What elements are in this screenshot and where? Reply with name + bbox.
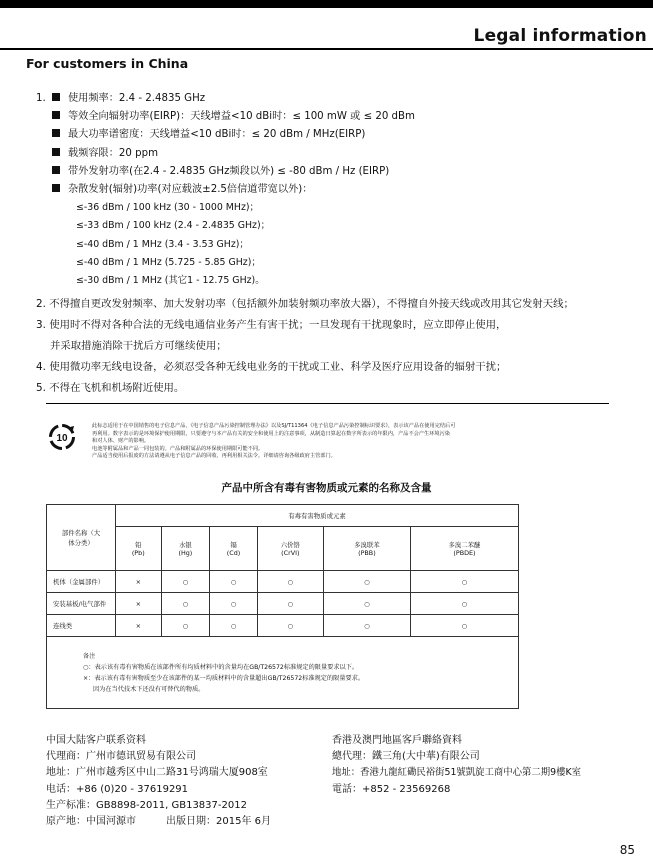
notice-line: 电池等附属品和产品一同包装的。产品和附属品的环保使用期限可能不同。 <box>92 445 264 452</box>
square-bullet-icon <box>52 93 60 101</box>
table-row: 机体（金属部件） × ○ ○ ○ ○ ○ <box>47 571 519 593</box>
substance-group-header: 有毒有害物质或元素 <box>116 505 519 527</box>
contact-line: 總代理：鐵三角(大中華)有限公司 <box>332 751 480 763</box>
contact-line: 生产标准：GB8898-2011, GB13837-2012 <box>46 799 247 811</box>
usage-rules <box>36 294 651 399</box>
page-title: Legal information <box>473 26 647 46</box>
square-bullet-icon <box>52 184 60 192</box>
contact-line: 电话：+86 (0)20 - 37619291 <box>46 783 189 795</box>
contact-line: 香港及澳門地區客戶聯絡資料 <box>332 735 462 746</box>
part-header: 部件名称（大体分类） <box>47 505 116 571</box>
square-bullet-icon <box>52 111 60 119</box>
column-header: 镉 (Cd) <box>210 527 258 571</box>
spec-line: 1. 使用频率：2.4 - 2.4835 GHz <box>36 90 651 108</box>
radio-specs <box>36 90 651 290</box>
spec-line: 最大功率谱密度：天线增益<10 dBi时：≤ 20 dBm / MHz(EIRP) <box>36 126 651 144</box>
rule-line: 2. 不得擅自更改发射频率、加大发射功率（包括额外加装射频功率放大器），不得擅自外接天线或改用其它发射天线； <box>36 298 574 310</box>
spec-line: 杂散发射(辐射)功率(对应载波±2.5倍信道带宽以外)： <box>36 181 651 199</box>
table-notes-row <box>47 637 519 709</box>
notice-line: 此标志适用于在中国销售的电子信息产品，《电子信息产品污染控制管理办法》以及SJ/T11364《电子信息产品污染控制标识要求》，表示该产品在使用完结后可 <box>92 423 456 429</box>
table-row: 安装基板/电气部件 × ○ ○ ○ ○ ○ <box>47 593 519 615</box>
spurious-limit-line: ≤-33 dBm / 100 kHz (2.4 - 2.4835 GHz)； <box>76 220 270 232</box>
contact-line: 地址：广州市越秀区中山二路31号鸿瑞大厦908室 <box>46 767 268 779</box>
efup-notice <box>92 423 562 461</box>
spurious-limit-line: ≤-40 dBm / 1 MHz (3.4 - 3.53 GHz)； <box>76 238 249 250</box>
top-bar <box>0 0 653 8</box>
spurious-limit-line: ≤-30 dBm / 1 MHz (其它1 - 12.75 GHz)。 <box>76 275 265 287</box>
header-divider <box>0 48 653 50</box>
hk-macau-contact-block <box>332 733 581 798</box>
page-number: 85 <box>619 843 635 857</box>
column-header: 多溴二苯醚 (PBDE) <box>410 527 518 571</box>
contact-line: 原产地：中国河源市 出版日期：2015年 6月 <box>46 816 271 828</box>
column-header: 多溴联苯 (PBB) <box>323 527 410 571</box>
section-title: For customers in China <box>26 56 189 71</box>
column-header: 六价铬 (CrVI) <box>257 527 323 571</box>
notice-line: 产品适当使用后报废的方法请遵从电子信息产品的回收、再利用相关法令。详细请咨询各级政府主管部门。 <box>92 453 336 460</box>
efup-10-badge-icon <box>48 423 76 451</box>
contact-line: 中国大陆客户联系资料 <box>46 735 146 746</box>
spurious-limit-line: ≤-40 dBm / 1 MHz (5.725 - 5.85 GHz)； <box>76 256 261 268</box>
badge-number: 10 <box>56 433 68 444</box>
square-bullet-icon <box>52 166 60 174</box>
mainland-contact-block <box>46 733 271 830</box>
contact-line: 地址：香港九龍紅磡民裕街51號凱旋工商中心第二期9樓K室 <box>332 767 582 779</box>
rule-line: 5. 不得在飞机和机场附近使用。 <box>36 382 185 394</box>
rule-line: 3. 使用时不得对各种合法的无线电通信业务产生有害干扰；一旦发现有干扰现象时，应立即停止使用， <box>36 319 507 331</box>
notice-line: 和对人体、财产的影响。 <box>92 438 150 445</box>
notice-line: 再利用。数字表示的是环境保护使用期限，只要遵守与本产品有关的安全和使用上的注意事项，从制造日算起在数字所表示的年限内，产品不会产生环境污染 <box>92 430 450 437</box>
rule-line: 并采取措施消除干扰后方可继续使用； <box>50 340 227 352</box>
column-header: 水银 (Hg) <box>161 527 210 571</box>
spec-line: 载频容限：20 ppm <box>36 145 651 163</box>
table-row: 连线类 × ○ ○ ○ ○ ○ <box>47 615 519 637</box>
spurious-limit-line: ≤-36 dBm / 100 kHz (30 - 1000 MHz)； <box>76 202 259 214</box>
item-number: 1. <box>36 93 46 104</box>
spec-line: 带外发射功率(在2.4 - 2.4835 GHz频段以外) ≤ -80 dBm / Hz (EIRP) <box>36 163 651 181</box>
spec-line: 等效全向辐射功率(EIRP)：天线增益<10 dBi时：≤ 100 mW 或 ≤ 20 dBm <box>36 108 651 126</box>
square-bullet-icon <box>52 129 60 137</box>
contact-line: 代理商：广州市德讯贸易有限公司 <box>46 751 196 763</box>
table-notes: 备注 ○：表示该有毒有害物质在该部件所有均质材料中的含量均在GB/T26572标准规定的限量要求以下。 ×：表示该有毒有害物质至少在该部件的某一均质材料中的含量超出GB/T26572标准规定的限量要求。 因为在当代技术下还没有可替代的物质。 <box>47 637 519 709</box>
hazard-table <box>46 504 519 709</box>
hazard-table-title: 产品中所含有毒有害物质或元素的名称及含量 <box>221 482 432 494</box>
column-header: 铅 (Pb) <box>116 527 162 571</box>
square-bullet-icon <box>52 148 60 156</box>
contact-line: 電話：+852 - 23569268 <box>332 783 451 795</box>
section-divider <box>46 403 609 404</box>
rule-line: 4. 使用微功率无线电设备，必须忍受各种无线电业务的干扰或工业、科学及医疗应用设备的辐射干扰； <box>36 361 507 373</box>
